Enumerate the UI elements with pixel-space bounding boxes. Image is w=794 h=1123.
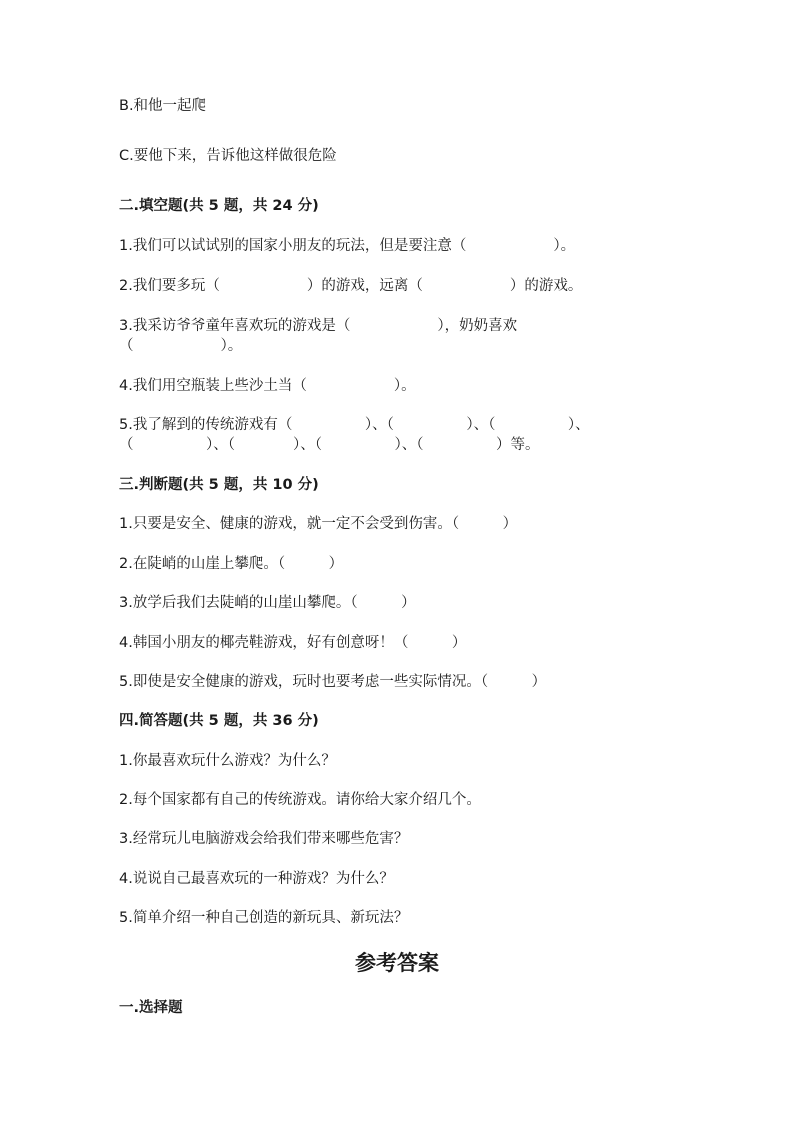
section-heading-true-false: 三.判断题(共 5 题，共 10 分) xyxy=(119,477,319,493)
true-false-q4: 4.韩国小朋友的椰壳鞋游戏，好有创意呀！（ ） xyxy=(119,635,467,651)
answers-title: 参考答案 xyxy=(355,950,439,975)
answers-section-heading-choice: 一.选择题 xyxy=(119,1000,183,1016)
short-answer-q4: 4.说说自己最喜欢玩的一种游戏？为什么？ xyxy=(119,871,394,887)
true-false-q1: 1.只要是安全、健康的游戏，就一定不会受到伤害。（ ） xyxy=(119,516,518,532)
fill-blank-q5-line1: 5.我了解到的传统游戏有（ ）、（ ）、（ ）、 xyxy=(119,417,590,433)
fill-blank-q5-line2: （ ）、（ ）、（ ）、（ ）等。 xyxy=(119,437,540,453)
true-false-q2: 2.在陡峭的山崖上攀爬。（ ） xyxy=(119,556,344,572)
short-answer-q1: 1.你最喜欢玩什么游戏？为什么？ xyxy=(119,753,336,769)
fill-blank-q1: 1.我们可以试试别的国家小朋友的玩法，但是要注意（ ）。 xyxy=(119,238,576,254)
fill-blank-q3-line1: 3.我采访爷爷童年喜欢玩的游戏是（ ），奶奶喜欢 xyxy=(119,318,518,334)
option-b: B.和他一起爬 xyxy=(119,98,207,114)
section-heading-short-answer: 四.简答题(共 5 题，共 36 分) xyxy=(119,713,319,729)
fill-blank-q4: 4.我们用空瓶装上些沙土当（ ）。 xyxy=(119,378,416,394)
true-false-q5: 5.即使是安全健康的游戏，玩时也要考虑一些实际情况。（ ） xyxy=(119,674,547,690)
short-answer-q5: 5.简单介绍一种自己创造的新玩具、新玩法？ xyxy=(119,910,409,926)
true-false-q3: 3.放学后我们去陡峭的山崖山攀爬。（ ） xyxy=(119,595,416,611)
section-heading-fill-blank: 二.填空题(共 5 题，共 24 分) xyxy=(119,198,319,214)
option-c: C.要他下来，告诉他这样做很危险 xyxy=(119,148,337,164)
short-answer-q3: 3.经常玩儿电脑游戏会给我们带来哪些危害？ xyxy=(119,831,409,847)
short-answer-q2: 2.每个国家都有自己的传统游戏。请你给大家介绍几个。 xyxy=(119,792,481,808)
fill-blank-q3-line2: （ ）。 xyxy=(119,338,243,354)
fill-blank-q2: 2.我们要多玩（ ）的游戏，远离（ ）的游戏。 xyxy=(119,278,583,294)
